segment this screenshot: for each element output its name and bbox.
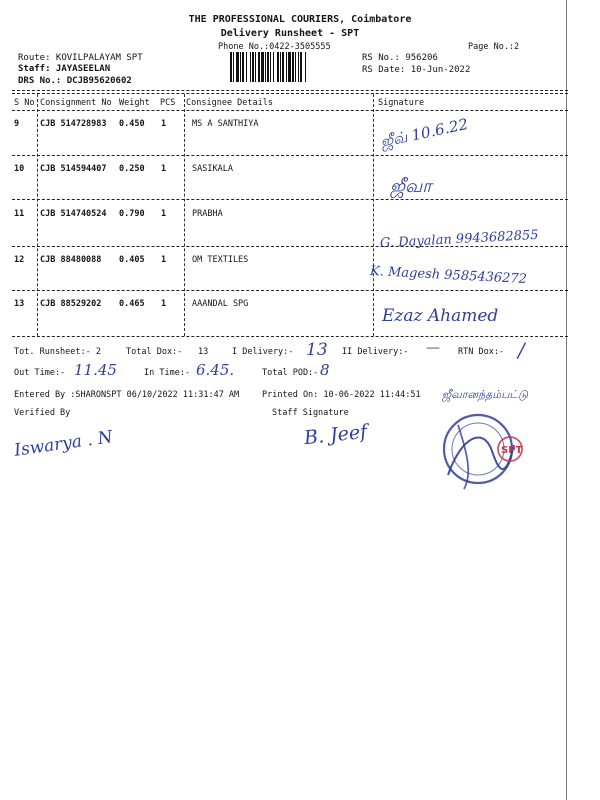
rs-number: RS No.: 956206 — [362, 53, 438, 63]
total-pod-value: 8 — [320, 361, 330, 379]
in-time-value: 6.45. — [196, 361, 235, 379]
row-consignment: CJB 514728983 — [40, 119, 107, 129]
barcode — [230, 52, 356, 82]
out-time-value: 11.45 — [74, 361, 117, 379]
rs-date: RS Date: 10-Jun-2022 — [362, 65, 471, 75]
staff-signature-label: Staff Signature — [272, 408, 349, 418]
row-rule — [12, 246, 568, 247]
header-pcs: PCS — [160, 98, 176, 108]
row-consignment: CJB 514594407 — [40, 164, 107, 174]
header-consignment: Consignment No — [40, 98, 112, 108]
row-pcs: 1 — [161, 119, 167, 129]
row-pcs: 1 — [161, 209, 167, 219]
row-signature: K. Magesh 9585436272 — [369, 263, 528, 288]
barcode-bar — [233, 52, 234, 82]
table-top-rule — [12, 90, 568, 91]
page-number: Page No.:2 — [468, 42, 520, 52]
row-rule — [12, 155, 568, 156]
phone-number: Phone No.:0422-3505555 — [218, 42, 331, 52]
total-pod-label: Total POD:- — [262, 368, 319, 378]
row-signature: G. Dayalan 9943682855 — [379, 227, 539, 252]
header-consignee: Consignee Details — [186, 98, 273, 108]
barcode-bar — [298, 52, 299, 82]
barcode-bar — [288, 52, 291, 82]
barcode-bar — [286, 52, 287, 82]
row-weight: 0.790 — [119, 209, 145, 219]
row-consignment: CJB 514740524 — [40, 209, 107, 219]
barcode-bar — [236, 52, 239, 82]
tamil-handwritten-note: ஜீவானந்தம்பட்டு — [442, 388, 528, 401]
row-consignment: CJB 88480088 — [40, 255, 102, 265]
row-signature: Ezaz Ahamed — [382, 306, 499, 326]
total-runsheet: Tot. Runsheet:- 2 — [14, 347, 101, 357]
page-edge-line — [566, 0, 567, 800]
row-consignment: CJB 88529202 — [40, 299, 102, 309]
row-rule — [12, 199, 568, 200]
runsheet-subtitle: Delivery Runsheet - SPT — [220, 28, 360, 39]
verified-signature: Iswarya . N — [13, 427, 114, 461]
company-title: THE PROFESSIONAL COURIERS, Coimbatore — [188, 14, 412, 25]
row-sno: 11 — [14, 209, 25, 219]
row-consignee: PRABHA — [192, 209, 223, 219]
stamp-text: SPT — [501, 445, 523, 456]
header-signature: Signature — [378, 98, 425, 108]
row-rule — [12, 290, 568, 291]
row-consignee: SASIKALA — [192, 164, 233, 174]
barcode-bar — [242, 52, 244, 82]
barcode-bar — [267, 52, 269, 82]
staff-signature: B. Jeef — [303, 420, 369, 450]
barcode-bar — [261, 52, 264, 82]
barcode-bar — [240, 52, 241, 82]
row-sno: 12 — [14, 255, 25, 265]
barcode-bar — [255, 52, 256, 82]
total-dox-label: Total Dox:- — [126, 347, 183, 357]
route: Route: KOVILPALAYAM SPT — [18, 53, 143, 63]
header-bottom-rule — [12, 110, 568, 111]
ii-delivery-label: II Delivery:- — [342, 347, 409, 357]
header-weight: Weight — [119, 98, 150, 108]
barcode-bar — [246, 52, 247, 82]
table-top-rule-2 — [12, 93, 568, 94]
rtn-dox-label: RTN Dox:- — [458, 347, 505, 357]
row-weight: 0.405 — [119, 255, 145, 265]
row-weight: 0.465 — [119, 299, 145, 309]
barcode-bar — [282, 52, 284, 82]
row-pcs: 1 — [161, 164, 167, 174]
header-sno: S No — [14, 98, 35, 108]
printed-on: Printed On: 10-06-2022 11:44:51 — [262, 390, 421, 400]
row-pcs: 1 — [161, 255, 167, 265]
row-signature: ஜீவ் 10.6.22 — [378, 114, 470, 152]
barcode-bar — [295, 52, 296, 82]
barcode-bar — [305, 52, 306, 82]
row-signature: ஜீவா — [390, 176, 432, 197]
row-sno: 10 — [14, 164, 25, 174]
row-weight: 0.250 — [119, 164, 145, 174]
row-sno: 13 — [14, 299, 25, 309]
row-consignee: OM TEXTILES — [192, 255, 249, 265]
out-time-label: Out Time:- — [14, 368, 66, 378]
barcode-bar — [258, 52, 260, 82]
col-divider — [184, 94, 185, 336]
office-stamp — [428, 405, 528, 495]
i-delivery-label: I Delivery:- — [232, 347, 294, 357]
entered-by: Entered By :SHARONSPT 06/10/2022 11:31:47 AM — [14, 390, 240, 400]
barcode-bar — [292, 52, 294, 82]
verified-by-label: Verified By — [14, 408, 71, 418]
rtn-dox-value: / — [518, 338, 525, 362]
row-sno: 9 — [14, 119, 20, 129]
barcode-bar — [265, 52, 266, 82]
barcode-bar — [280, 52, 281, 82]
barcode-bar — [250, 52, 251, 82]
barcode-bar — [273, 52, 274, 82]
row-consignee: MS A SANTHIYA — [192, 119, 259, 129]
row-pcs: 1 — [161, 299, 167, 309]
drs-number: DRS No.: DCJB95620602 — [18, 76, 132, 86]
staff: Staff: JAYASEELAN — [18, 64, 111, 74]
barcode-bar — [300, 52, 302, 82]
barcode-bar — [230, 52, 232, 82]
col-divider — [37, 94, 38, 336]
i-delivery-value: 13 — [306, 340, 328, 360]
col-divider — [373, 94, 374, 336]
total-dox-value: 13 — [198, 347, 209, 357]
row-weight: 0.450 — [119, 119, 145, 129]
row-consignee: AAANDAL SPG — [192, 299, 249, 309]
in-time-label: In Time:- — [144, 368, 191, 378]
barcode-bar — [277, 52, 279, 82]
ii-delivery-value: — — [426, 340, 440, 356]
barcode-bar — [270, 52, 271, 82]
barcode-bar — [252, 52, 254, 82]
table-bottom-rule — [12, 336, 568, 337]
